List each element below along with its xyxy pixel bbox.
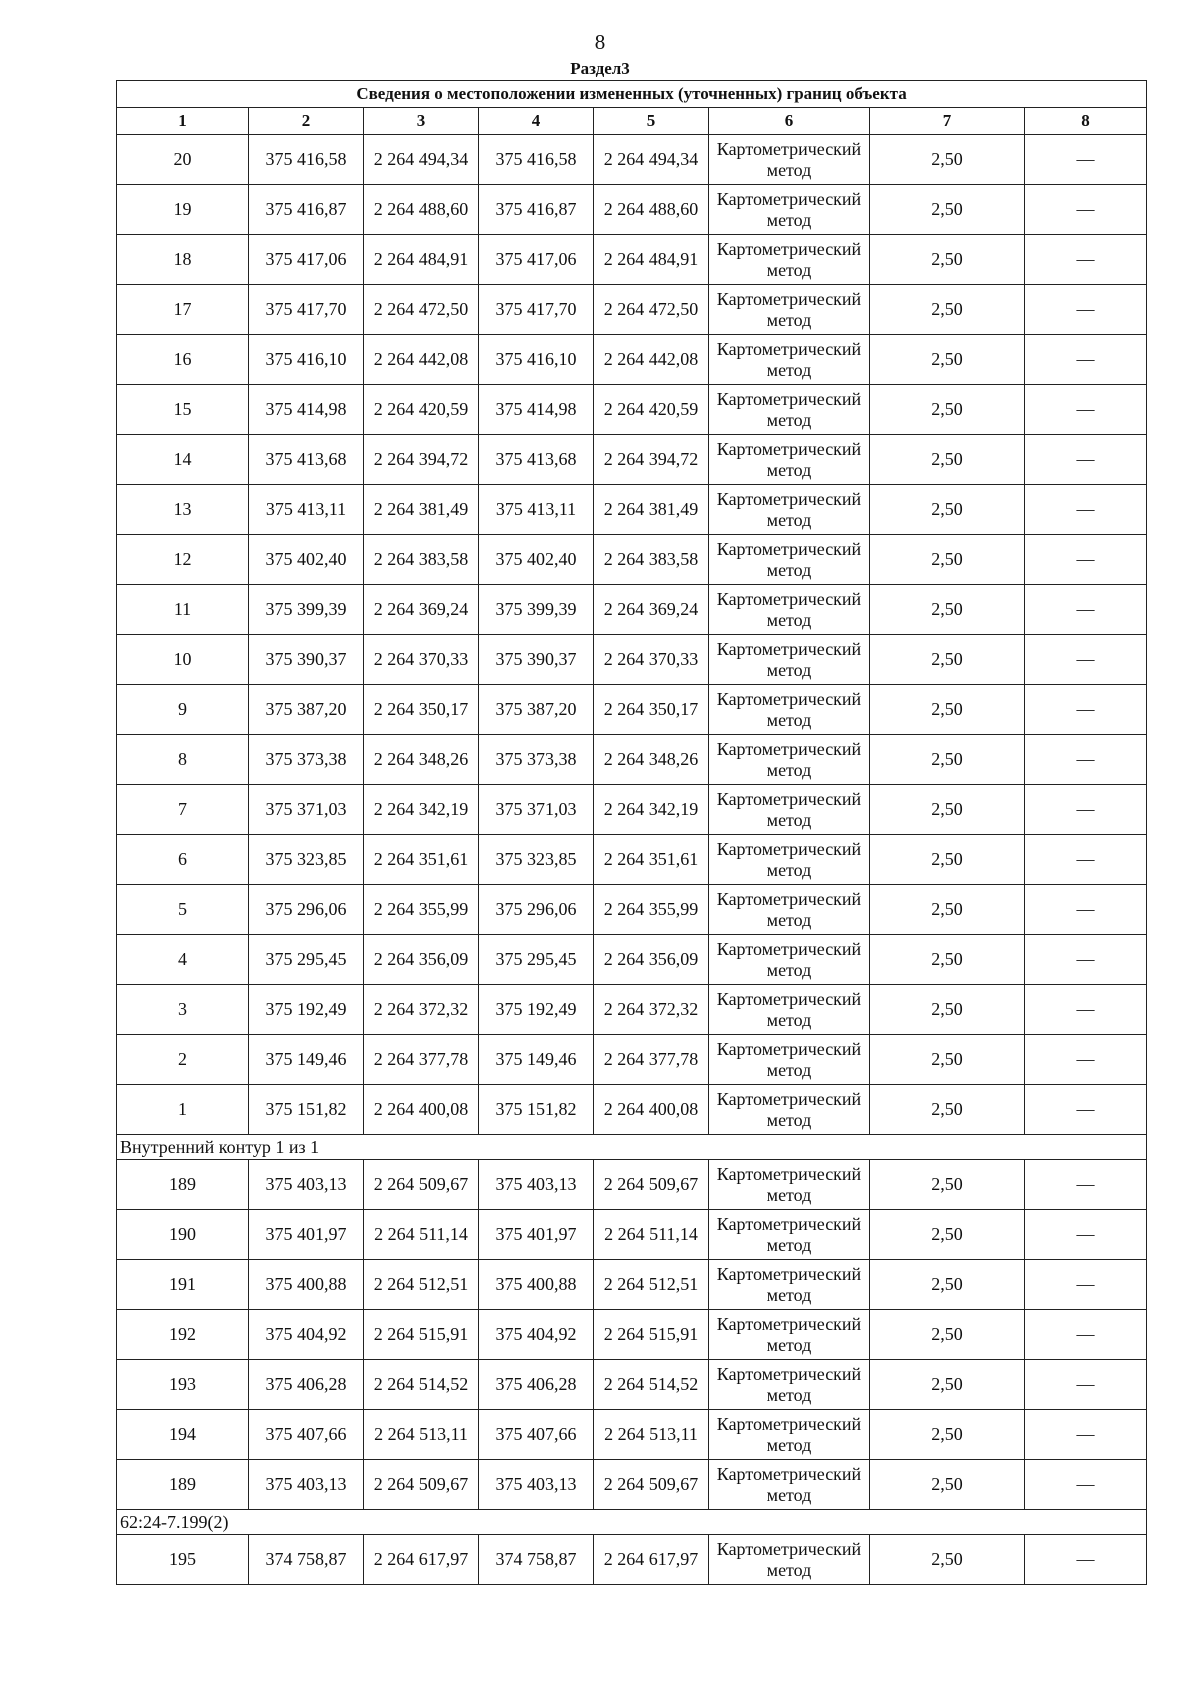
x-coordinate: 375 387,20 (249, 685, 364, 735)
y-coordinate-new: 2 264 512,51 (594, 1260, 709, 1310)
table-row (117, 385, 1147, 435)
x-coordinate-new: 375 371,03 (479, 785, 594, 835)
point-number: 189 (117, 1460, 249, 1510)
x-coordinate-new: 375 323,85 (479, 835, 594, 885)
table-row (117, 885, 1147, 935)
column-number: 8 (1025, 108, 1147, 135)
method-cell: Картометрический метод (709, 1535, 870, 1585)
accuracy-cell: 2,50 (870, 1410, 1025, 1460)
accuracy-cell: 2,50 (870, 135, 1025, 185)
point-number: 6 (117, 835, 249, 885)
x-coordinate: 375 403,13 (249, 1460, 364, 1510)
note-cell: — (1025, 1410, 1147, 1460)
y-coordinate-new: 2 264 383,58 (594, 535, 709, 585)
table-row (117, 685, 1147, 735)
y-coordinate-new: 2 264 356,09 (594, 935, 709, 985)
y-coordinate: 2 264 381,49 (364, 485, 479, 535)
y-coordinate-new: 2 264 513,11 (594, 1410, 709, 1460)
table-row (117, 935, 1147, 985)
x-coordinate-new: 375 413,11 (479, 485, 594, 535)
x-coordinate: 375 407,66 (249, 1410, 364, 1460)
method-cell: Картометрический метод (709, 1460, 870, 1510)
y-coordinate: 2 264 342,19 (364, 785, 479, 835)
accuracy-cell: 2,50 (870, 535, 1025, 585)
accuracy-cell: 2,50 (870, 585, 1025, 635)
x-coordinate: 375 401,97 (249, 1210, 364, 1260)
method-cell: Картометрический метод (709, 785, 870, 835)
point-number: 5 (117, 885, 249, 935)
table-caption: Сведения о местоположении измененных (уточненных) границ объекта (117, 81, 1147, 108)
point-number: 4 (117, 935, 249, 985)
note-cell: — (1025, 635, 1147, 685)
note-cell: — (1025, 1360, 1147, 1410)
note-cell: — (1025, 1260, 1147, 1310)
note-cell: — (1025, 235, 1147, 285)
note-cell: — (1025, 735, 1147, 785)
point-number: 7 (117, 785, 249, 835)
table-row (117, 435, 1147, 485)
y-coordinate-new: 2 264 494,34 (594, 135, 709, 185)
note-cell: — (1025, 935, 1147, 985)
x-coordinate-new: 375 413,68 (479, 435, 594, 485)
accuracy-cell: 2,50 (870, 1460, 1025, 1510)
x-coordinate-new: 375 404,92 (479, 1310, 594, 1360)
contour-label: Внутренний контур 1 из 1 (117, 1135, 1147, 1160)
accuracy-cell: 2,50 (870, 235, 1025, 285)
y-coordinate-new: 2 264 351,61 (594, 835, 709, 885)
x-coordinate-new: 375 390,37 (479, 635, 594, 685)
y-coordinate: 2 264 484,91 (364, 235, 479, 285)
note-cell: — (1025, 335, 1147, 385)
table-row (117, 1160, 1147, 1210)
table-row (117, 1535, 1147, 1585)
table-row (117, 285, 1147, 335)
table-row (117, 1085, 1147, 1135)
x-coordinate: 375 149,46 (249, 1035, 364, 1085)
x-coordinate-new: 375 401,97 (479, 1210, 594, 1260)
point-number: 2 (117, 1035, 249, 1085)
x-coordinate: 375 371,03 (249, 785, 364, 835)
method-cell: Картометрический метод (709, 135, 870, 185)
note-cell: — (1025, 1085, 1147, 1135)
note-cell: — (1025, 485, 1147, 535)
x-coordinate-new: 375 416,58 (479, 135, 594, 185)
section-title: Раздел3 (570, 59, 630, 78)
x-coordinate: 375 413,68 (249, 435, 364, 485)
method-cell: Картометрический метод (709, 735, 870, 785)
x-coordinate-new: 374 758,87 (479, 1535, 594, 1585)
x-coordinate-new: 375 399,39 (479, 585, 594, 635)
column-number: 6 (709, 108, 870, 135)
note-cell: — (1025, 1460, 1147, 1510)
y-coordinate-new: 2 264 514,52 (594, 1360, 709, 1410)
x-coordinate: 375 416,10 (249, 335, 364, 385)
x-coordinate-new: 375 296,06 (479, 885, 594, 935)
y-coordinate: 2 264 512,51 (364, 1260, 479, 1310)
table-row (117, 485, 1147, 535)
accuracy-cell: 2,50 (870, 785, 1025, 835)
x-coordinate: 375 403,13 (249, 1160, 364, 1210)
page-number: 8 (594, 30, 606, 54)
accuracy-cell: 2,50 (870, 1360, 1025, 1410)
note-cell: — (1025, 1310, 1147, 1360)
accuracy-cell: 2,50 (870, 1035, 1025, 1085)
method-cell: Картометрический метод (709, 185, 870, 235)
note-cell: — (1025, 985, 1147, 1035)
x-coordinate: 375 296,06 (249, 885, 364, 935)
method-cell: Картометрический метод (709, 685, 870, 735)
table-row (117, 1360, 1147, 1410)
y-coordinate: 2 264 442,08 (364, 335, 479, 385)
method-cell: Картометрический метод (709, 1260, 870, 1310)
y-coordinate: 2 264 377,78 (364, 1035, 479, 1085)
table-body (117, 81, 1147, 1585)
x-coordinate: 375 295,45 (249, 935, 364, 985)
table-row (117, 235, 1147, 285)
y-coordinate-new: 2 264 370,33 (594, 635, 709, 685)
x-coordinate-new: 375 417,70 (479, 285, 594, 335)
accuracy-cell: 2,50 (870, 685, 1025, 735)
method-cell: Картометрический метод (709, 1160, 870, 1210)
note-cell: — (1025, 385, 1147, 435)
y-coordinate: 2 264 514,52 (364, 1360, 479, 1410)
x-coordinate-new: 375 192,49 (479, 985, 594, 1035)
accuracy-cell: 2,50 (870, 835, 1025, 885)
y-coordinate: 2 264 372,32 (364, 985, 479, 1035)
accuracy-cell: 2,50 (870, 385, 1025, 435)
accuracy-cell: 2,50 (870, 635, 1025, 685)
method-cell: Картометрический метод (709, 1360, 870, 1410)
x-coordinate: 374 758,87 (249, 1535, 364, 1585)
x-coordinate: 375 390,37 (249, 635, 364, 685)
note-cell: — (1025, 1535, 1147, 1585)
point-number: 3 (117, 985, 249, 1035)
accuracy-cell: 2,50 (870, 935, 1025, 985)
accuracy-cell: 2,50 (870, 985, 1025, 1035)
y-coordinate-new: 2 264 350,17 (594, 685, 709, 735)
x-coordinate-new: 375 402,40 (479, 535, 594, 585)
table-row (117, 1460, 1147, 1510)
x-coordinate-new: 375 295,45 (479, 935, 594, 985)
note-cell: — (1025, 585, 1147, 635)
table-row (117, 785, 1147, 835)
table-row (117, 1035, 1147, 1085)
point-number: 194 (117, 1410, 249, 1460)
method-cell: Картометрический метод (709, 385, 870, 435)
method-cell: Картометрический метод (709, 835, 870, 885)
note-cell: — (1025, 135, 1147, 185)
accuracy-cell: 2,50 (870, 1310, 1025, 1360)
point-number: 189 (117, 1160, 249, 1210)
y-coordinate: 2 264 511,14 (364, 1210, 479, 1260)
y-coordinate: 2 264 472,50 (364, 285, 479, 335)
point-number: 1 (117, 1085, 249, 1135)
accuracy-cell: 2,50 (870, 885, 1025, 935)
table-row (117, 735, 1147, 785)
y-coordinate: 2 264 348,26 (364, 735, 479, 785)
y-coordinate-new: 2 264 381,49 (594, 485, 709, 535)
x-coordinate-new: 375 373,38 (479, 735, 594, 785)
x-coordinate-new: 375 400,88 (479, 1260, 594, 1310)
x-coordinate-new: 375 407,66 (479, 1410, 594, 1460)
y-coordinate: 2 264 400,08 (364, 1085, 479, 1135)
method-cell: Картометрический метод (709, 235, 870, 285)
x-coordinate: 375 413,11 (249, 485, 364, 535)
y-coordinate-new: 2 264 372,32 (594, 985, 709, 1035)
note-cell: — (1025, 435, 1147, 485)
contour-label-row (117, 1135, 1147, 1160)
accuracy-cell: 2,50 (870, 1210, 1025, 1260)
y-coordinate: 2 264 351,61 (364, 835, 479, 885)
y-coordinate-new: 2 264 355,99 (594, 885, 709, 935)
y-coordinate: 2 264 515,91 (364, 1310, 479, 1360)
y-coordinate-new: 2 264 515,91 (594, 1310, 709, 1360)
column-number: 5 (594, 108, 709, 135)
method-cell: Картометрический метод (709, 435, 870, 485)
coordinates-table (116, 80, 1147, 1585)
method-cell: Картометрический метод (709, 1085, 870, 1135)
note-cell: — (1025, 185, 1147, 235)
y-coordinate-new: 2 264 442,08 (594, 335, 709, 385)
column-number-row (117, 108, 1147, 135)
method-cell: Картометрический метод (709, 1035, 870, 1085)
method-cell: Картометрический метод (709, 1410, 870, 1460)
note-cell: — (1025, 1035, 1147, 1085)
accuracy-cell: 2,50 (870, 485, 1025, 535)
column-number: 2 (249, 108, 364, 135)
y-coordinate-new: 2 264 369,24 (594, 585, 709, 635)
accuracy-cell: 2,50 (870, 735, 1025, 785)
y-coordinate-new: 2 264 377,78 (594, 1035, 709, 1085)
note-cell: — (1025, 885, 1147, 935)
method-cell: Картометрический метод (709, 285, 870, 335)
method-cell: Картометрический метод (709, 635, 870, 685)
x-coordinate: 375 192,49 (249, 985, 364, 1035)
x-coordinate: 375 416,87 (249, 185, 364, 235)
x-coordinate: 375 406,28 (249, 1360, 364, 1410)
table-row (117, 185, 1147, 235)
x-coordinate-new: 375 149,46 (479, 1035, 594, 1085)
x-coordinate-new: 375 414,98 (479, 385, 594, 435)
y-coordinate: 2 264 488,60 (364, 185, 479, 235)
column-number: 1 (117, 108, 249, 135)
point-number: 14 (117, 435, 249, 485)
y-coordinate: 2 264 355,99 (364, 885, 479, 935)
method-cell: Картометрический метод (709, 535, 870, 585)
point-number: 18 (117, 235, 249, 285)
x-coordinate: 375 151,82 (249, 1085, 364, 1135)
point-number: 193 (117, 1360, 249, 1410)
y-coordinate: 2 264 617,97 (364, 1535, 479, 1585)
column-number: 4 (479, 108, 594, 135)
point-number: 11 (117, 585, 249, 635)
column-number: 7 (870, 108, 1025, 135)
method-cell: Картометрический метод (709, 585, 870, 635)
x-coordinate: 375 399,39 (249, 585, 364, 635)
y-coordinate-new: 2 264 400,08 (594, 1085, 709, 1135)
x-coordinate: 375 417,06 (249, 235, 364, 285)
y-coordinate: 2 264 356,09 (364, 935, 479, 985)
accuracy-cell: 2,50 (870, 185, 1025, 235)
note-cell: — (1025, 285, 1147, 335)
y-coordinate-new: 2 264 509,67 (594, 1160, 709, 1210)
y-coordinate-new: 2 264 511,14 (594, 1210, 709, 1260)
x-coordinate-new: 375 416,10 (479, 335, 594, 385)
point-number: 19 (117, 185, 249, 235)
y-coordinate-new: 2 264 488,60 (594, 185, 709, 235)
point-number: 16 (117, 335, 249, 385)
y-coordinate-new: 2 264 394,72 (594, 435, 709, 485)
y-coordinate: 2 264 394,72 (364, 435, 479, 485)
point-number: 13 (117, 485, 249, 535)
x-coordinate-new: 375 416,87 (479, 185, 594, 235)
y-coordinate: 2 264 509,67 (364, 1160, 479, 1210)
x-coordinate: 375 417,70 (249, 285, 364, 335)
note-cell: — (1025, 685, 1147, 735)
method-cell: Картометрический метод (709, 885, 870, 935)
x-coordinate-new: 375 406,28 (479, 1360, 594, 1410)
point-number: 192 (117, 1310, 249, 1360)
y-coordinate: 2 264 369,24 (364, 585, 479, 635)
accuracy-cell: 2,50 (870, 1085, 1025, 1135)
accuracy-cell: 2,50 (870, 285, 1025, 335)
y-coordinate: 2 264 513,11 (364, 1410, 479, 1460)
note-cell: — (1025, 535, 1147, 585)
x-coordinate: 375 404,92 (249, 1310, 364, 1360)
method-cell: Картометрический метод (709, 335, 870, 385)
accuracy-cell: 2,50 (870, 1260, 1025, 1310)
y-coordinate: 2 264 350,17 (364, 685, 479, 735)
method-cell: Картометрический метод (709, 935, 870, 985)
note-cell: — (1025, 1160, 1147, 1210)
accuracy-cell: 2,50 (870, 1535, 1025, 1585)
x-coordinate: 375 323,85 (249, 835, 364, 885)
point-number: 191 (117, 1260, 249, 1310)
table-row (117, 135, 1147, 185)
accuracy-cell: 2,50 (870, 335, 1025, 385)
accuracy-cell: 2,50 (870, 435, 1025, 485)
point-number: 8 (117, 735, 249, 785)
y-coordinate-new: 2 264 509,67 (594, 1460, 709, 1510)
note-cell: — (1025, 1210, 1147, 1260)
y-coordinate-new: 2 264 342,19 (594, 785, 709, 835)
method-cell: Картометрический метод (709, 1310, 870, 1360)
x-coordinate-new: 375 417,06 (479, 235, 594, 285)
y-coordinate: 2 264 494,34 (364, 135, 479, 185)
y-coordinate-new: 2 264 472,50 (594, 285, 709, 335)
table-row (117, 585, 1147, 635)
x-coordinate: 375 400,88 (249, 1260, 364, 1310)
contour-label: 62:24-7.199(2) (117, 1510, 1147, 1535)
table-row (117, 1210, 1147, 1260)
y-coordinate: 2 264 420,59 (364, 385, 479, 435)
table-row (117, 1260, 1147, 1310)
x-coordinate-new: 375 403,13 (479, 1160, 594, 1210)
y-coordinate-new: 2 264 617,97 (594, 1535, 709, 1585)
x-coordinate-new: 375 387,20 (479, 685, 594, 735)
point-number: 12 (117, 535, 249, 585)
table-row (117, 535, 1147, 585)
table-row (117, 835, 1147, 885)
x-coordinate: 375 416,58 (249, 135, 364, 185)
point-number: 17 (117, 285, 249, 335)
note-cell: — (1025, 785, 1147, 835)
point-number: 15 (117, 385, 249, 435)
x-coordinate: 375 414,98 (249, 385, 364, 435)
y-coordinate-new: 2 264 484,91 (594, 235, 709, 285)
y-coordinate: 2 264 370,33 (364, 635, 479, 685)
accuracy-cell: 2,50 (870, 1160, 1025, 1210)
table-row (117, 1410, 1147, 1460)
x-coordinate-new: 375 403,13 (479, 1460, 594, 1510)
y-coordinate: 2 264 509,67 (364, 1460, 479, 1510)
point-number: 10 (117, 635, 249, 685)
note-cell: — (1025, 835, 1147, 885)
table-row (117, 985, 1147, 1035)
y-coordinate-new: 2 264 420,59 (594, 385, 709, 435)
x-coordinate: 375 373,38 (249, 735, 364, 785)
table-caption-row (117, 81, 1147, 108)
table-row (117, 635, 1147, 685)
method-cell: Картометрический метод (709, 985, 870, 1035)
method-cell: Картометрический метод (709, 485, 870, 535)
x-coordinate-new: 375 151,82 (479, 1085, 594, 1135)
point-number: 9 (117, 685, 249, 735)
point-number: 20 (117, 135, 249, 185)
point-number: 190 (117, 1210, 249, 1260)
x-coordinate: 375 402,40 (249, 535, 364, 585)
table-row (117, 335, 1147, 385)
column-number: 3 (364, 108, 479, 135)
y-coordinate: 2 264 383,58 (364, 535, 479, 585)
point-number: 195 (117, 1535, 249, 1585)
contour-label-row (117, 1510, 1147, 1535)
method-cell: Картометрический метод (709, 1210, 870, 1260)
y-coordinate-new: 2 264 348,26 (594, 735, 709, 785)
table-row (117, 1310, 1147, 1360)
